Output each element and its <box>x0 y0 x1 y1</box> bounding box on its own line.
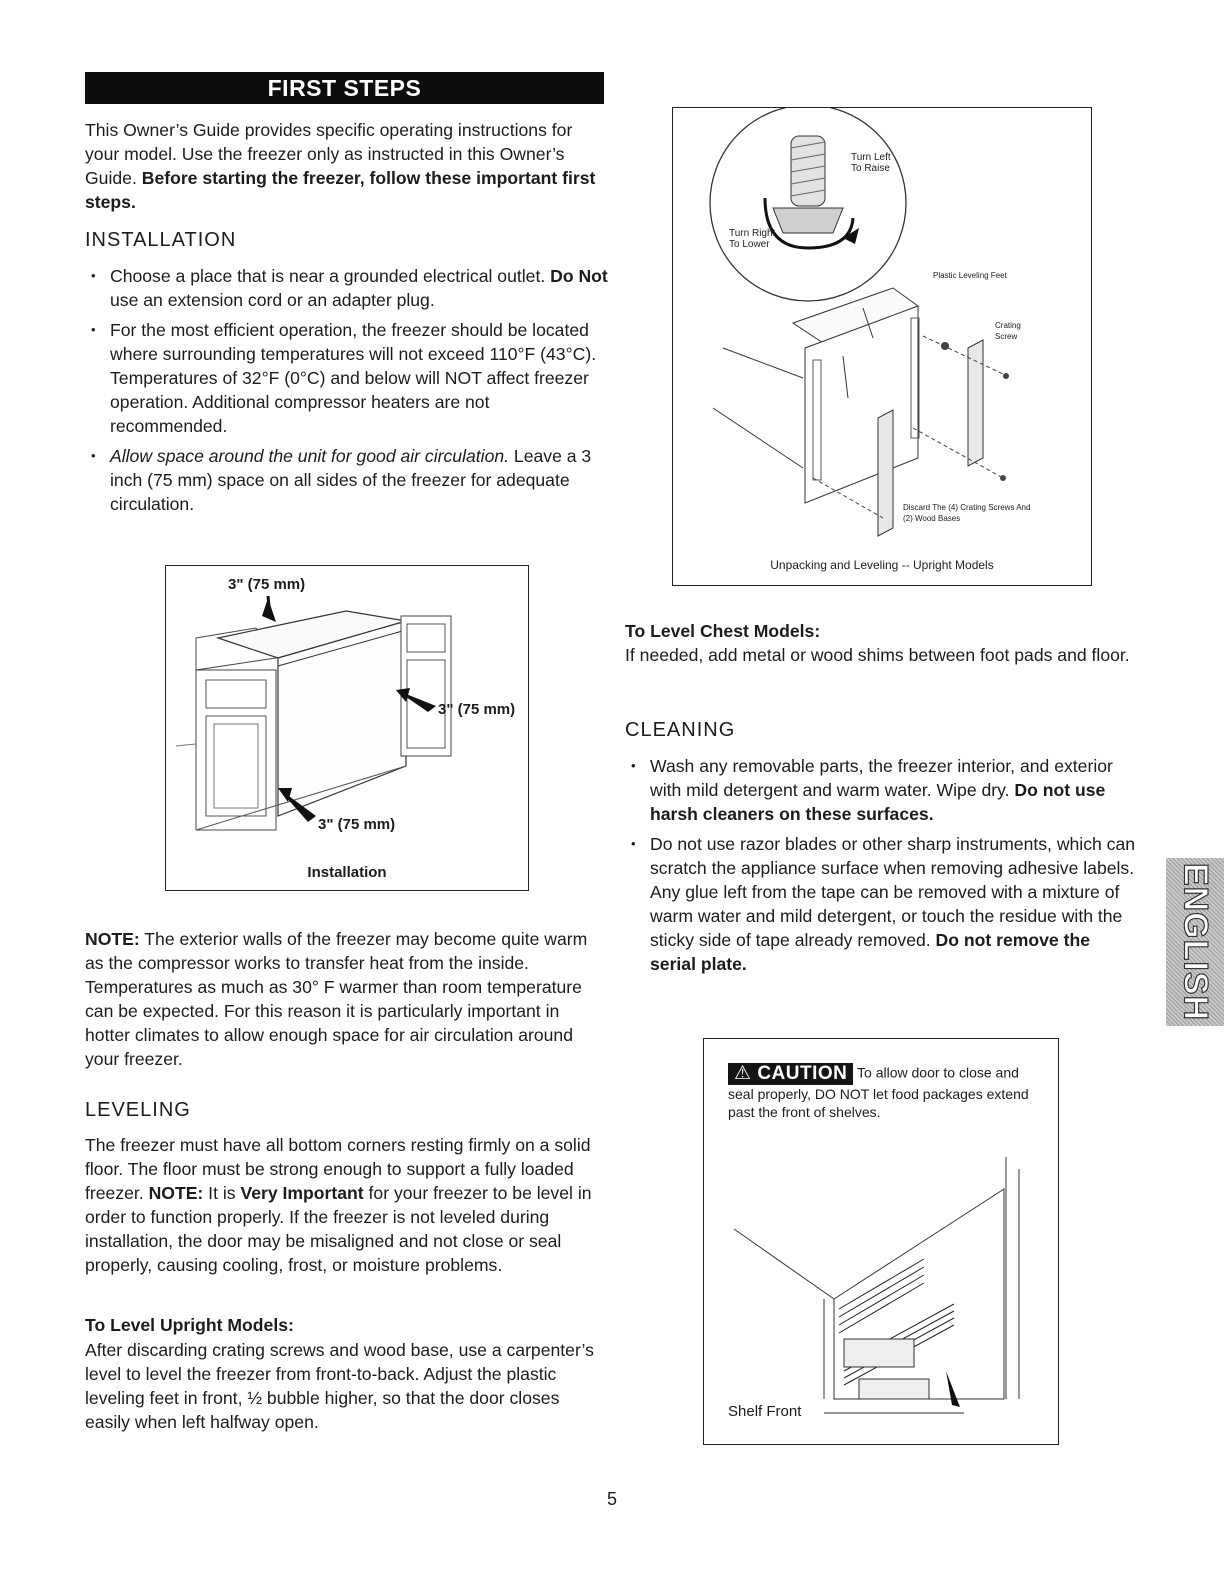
caution-badge <box>728 1063 853 1085</box>
intro-bold: Before starting the freezer, follow these important first steps. <box>85 168 596 212</box>
install-caption: Installation <box>307 864 387 881</box>
note-label: NOTE: <box>85 929 140 949</box>
warning-triangle-icon: ⚠ <box>734 1063 752 1084</box>
installation-figure <box>165 565 529 891</box>
installation-list <box>85 264 610 522</box>
cleaning-list <box>625 754 1140 982</box>
note-text: The exterior walls of the freezer may become quite warm as the compressor works to transfer heat from the inside. Temperatures as much as 30° F warmer than room temperature can be expected. For this reason it is particularly important in hotter climates to allow enough space for air circulation around your freezer. <box>85 929 588 1069</box>
plastic-feet-label: Plastic Leveling Feet <box>933 271 1007 280</box>
language-tab <box>1166 858 1224 1026</box>
installation-illustration <box>166 566 528 890</box>
install-label-bottom: 3" (75 mm) <box>318 816 396 833</box>
section-banner: FIRST STEPS <box>85 72 604 104</box>
cleaning-b2-text: Do not use razor blades or other sharp instruments, which can scratch the appliance surface when removing adhesive labels. Any glue left from the tape can be removed with a mixture of warm water and mild detergent, or touch the residue with the sticky side of tape already removed. <box>650 834 1136 950</box>
cleaning-b1-text: Wash any removable parts, the freezer interior, and exterior with mild detergent and warm water. Wipe dry. <box>650 756 1113 800</box>
leveling-text-2: It is <box>203 1183 241 1203</box>
caution-text: To allow door to close and seal properly, DO NOT let food packages extend past the front of shelves. <box>728 1064 1029 1120</box>
leveling-very-important: Very Important <box>240 1183 364 1203</box>
upright-caption: Unpacking and Leveling -- Upright Models <box>770 558 994 572</box>
upright-figure <box>672 107 1092 586</box>
installation-b1-rest: use an extension cord or an adapter plug. <box>110 290 435 310</box>
intro-paragraph <box>85 118 610 214</box>
installation-b3-rest: Leave a 3 inch (75 mm) space on all sides of the freezer for adequate circulation. <box>110 446 592 514</box>
upright-paragraph: After discarding crating screws and wood base, use a carpenter’s level to level the freezer from front-to-back. Adjust the plastic leveling feet in front, ½ bubble higher, so that the door closes easily when left halfway open. <box>85 1340 594 1432</box>
leveling-text-1: The freezer must have all bottom corners resting firmly on a solid floor. The floor must be strong enough to support a fully loaded freezer. <box>85 1135 591 1203</box>
installation-b3-italic: Allow space around the unit for good air circulation. <box>110 446 510 466</box>
cleaning-bullet-1 <box>625 754 1140 826</box>
discard-label: Discard The (4) Crating Screws And (2) Wood Bases <box>903 503 1031 523</box>
leveling-heading: LEVELING <box>85 1099 191 1121</box>
turn-left-label: Turn Left To Raise <box>851 152 891 174</box>
installation-b2-text: For the most efficient operation, the freezer should be located where surrounding temperatures will not exceed 110°F (43°C). Temperatures of 32°F (0°C) and below will NOT affect freezer operation. Additional compressor heaters are not recommended. <box>110 320 597 436</box>
chest-paragraph: If needed, add metal or wood shims between foot pads and floor. <box>625 645 1130 665</box>
upright-heading: To Level Upright Models: <box>85 1315 294 1335</box>
cleaning-b1-bold: Do not use harsh cleaners on these surfaces. <box>650 780 1106 824</box>
caution-text-block <box>728 1063 1038 1121</box>
cleaning-b2-bold: Do not remove the serial plate. <box>650 930 1090 974</box>
cleaning-bullet-2 <box>625 832 1140 976</box>
installation-bullet-2 <box>85 318 610 438</box>
language-tab-label: ENGLISH <box>1176 862 1215 1022</box>
leveling-text-3: for your freezer to be level in order to function properly. If the freezer is not leveled during installation, the door may be misaligned and not close or seal properly, causing cooling, frost, or moisture problems. <box>85 1183 592 1275</box>
installation-heading: INSTALLATION <box>85 229 237 251</box>
install-label-top: 3" (75 mm) <box>228 576 306 593</box>
caution-badge-label: CAUTION <box>757 1063 848 1084</box>
shelf-illustration <box>724 1149 1034 1429</box>
leveling-note-label: NOTE: <box>148 1183 204 1203</box>
installation-bullet-1 <box>85 264 610 312</box>
installation-b1-bold: Do Not <box>550 266 608 286</box>
page-number: 5 <box>606 1489 617 1509</box>
cleaning-heading: CLEANING <box>625 719 736 741</box>
install-label-right: 3" (75 mm) <box>438 701 516 718</box>
intro-text: This Owner’s Guide provides specific operating instructions for your model. Use the freezer only as instructed in this Owner’s Guide. <box>85 120 573 188</box>
note-paragraph <box>85 927 605 1071</box>
installation-b1-text: Choose a place that is near a grounded electrical outlet. <box>110 266 551 286</box>
chest-heading: To Level Chest Models: <box>625 621 821 641</box>
turn-right-label: Turn Right To Lower <box>729 228 776 250</box>
crating-screw-label: Crating Screw <box>995 321 1021 341</box>
caution-figure <box>703 1038 1059 1445</box>
installation-bullet-3 <box>85 444 610 516</box>
shelf-front-label: Shelf Front <box>728 1403 802 1420</box>
leveling-paragraph <box>85 1133 605 1277</box>
